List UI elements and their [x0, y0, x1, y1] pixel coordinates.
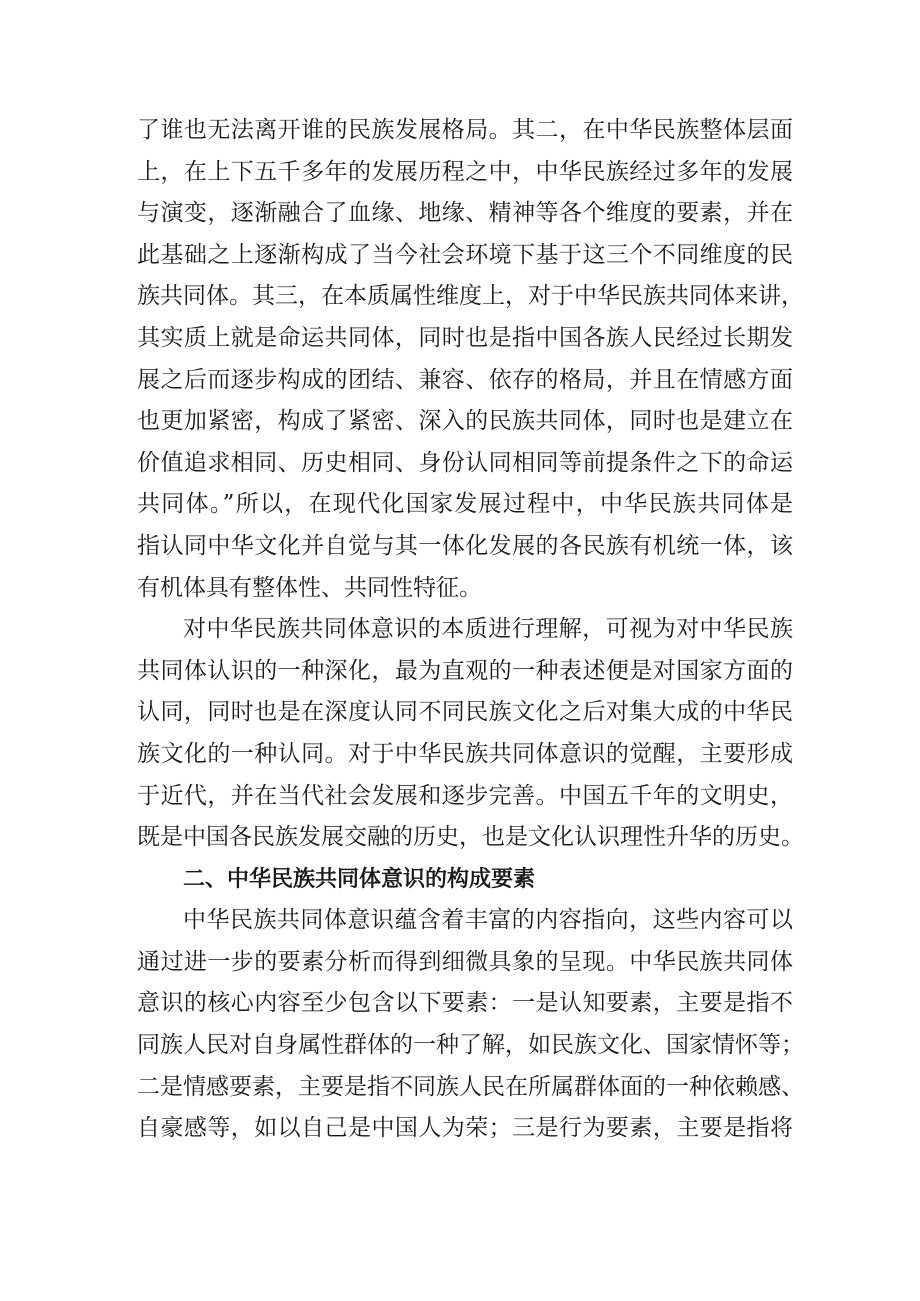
paragraph-line: 了谁也无法离开谁的民族发展格局。其二，在中华民族整体层面 — [137, 117, 793, 143]
paragraph-3 — [137, 900, 804, 1150]
paragraph-line: 同族人民对自身属性群体的一种了解，如民族文化、国家情怀等； — [137, 1032, 804, 1059]
paragraph-line: 二是情感要素，主要是指不同族人民在所属群体面的一种依赖感、 — [137, 1073, 804, 1100]
paragraph-line: 此基础之上逐渐构成了当今社会环境下基于这三个不同维度的民 — [137, 241, 793, 268]
paragraph-line: 也更加紧密，构成了紧密、深入的民族共同体，同时也是建立在 — [137, 408, 793, 435]
paragraph-line: 展之后而逐步构成的团结、兼容、依存的格局，并且在情感方面 — [137, 366, 793, 393]
paragraph-line: 通过进一步的要素分析而得到细微具象的呈现。中华民族共同体 — [137, 948, 793, 975]
section-heading: 二、中华民族共同体意识的构成要素 — [183, 866, 536, 892]
paragraph-2 — [137, 609, 804, 859]
paragraph-line: 对中华民族共同体意识的本质进行理解，可视为对中华民族 — [183, 616, 793, 643]
paragraph-line: 中华民族共同体意识蕴含着丰富的内容指向，这些内容可以 — [183, 907, 793, 934]
paragraph-line: 共同体。”所以，在现代化国家发展过程中，中华民族共同体是 — [137, 491, 793, 518]
paragraph-line: 指认同中华文化并自觉与其一体化发展的各民族有机统一体，该 — [137, 532, 793, 559]
paragraph-line: 有机体具有整体性、共同性特征。 — [137, 574, 482, 601]
paragraph-line: 认同，同时也是在深度认同不同民族文化之后对集大成的中华民 — [137, 699, 793, 726]
paragraph-line: 其实质上就是命运共同体，同时也是指中国各族人民经过长期发 — [137, 324, 793, 351]
paragraph-line: 既是中国各民族发展交融的历史，也是文化认识理性升华的历史。 — [137, 824, 804, 851]
paragraph-line: 族文化的一种认同。对于中华民族共同体意识的觉醒，主要形成 — [137, 740, 793, 767]
paragraph-line: 价值追求相同、历史相同、身份认同相同等前提条件之下的命运 — [137, 449, 793, 476]
paragraph-1 — [137, 110, 804, 609]
paragraph-line: 于近代，并在当代社会发展和逐步完善。中国五千年的文明史， — [137, 782, 793, 809]
paragraph-line: 与演变，逐渐融合了血缘、地缘、精神等各个维度的要素，并在 — [137, 200, 793, 227]
paragraph-line: 上，在上下五千多年的发展历程之中，中华民族经过多年的发展 — [137, 158, 793, 185]
paragraph-line: 意识的核心内容至少包含以下要素：一是认知要素，主要是指不 — [137, 990, 793, 1017]
paragraph-line: 自豪感等，如以自己是中国人为荣；三是行为要素，主要是指将 — [137, 1115, 793, 1142]
document-body — [137, 110, 804, 1150]
paragraph-line: 共同体认识的一种深化，最为直观的一种表述便是对国家方面的 — [137, 657, 793, 684]
paragraph-line: 族共同体。其三，在本质属性维度上，对于中华民族共同体来讲， — [137, 283, 804, 310]
